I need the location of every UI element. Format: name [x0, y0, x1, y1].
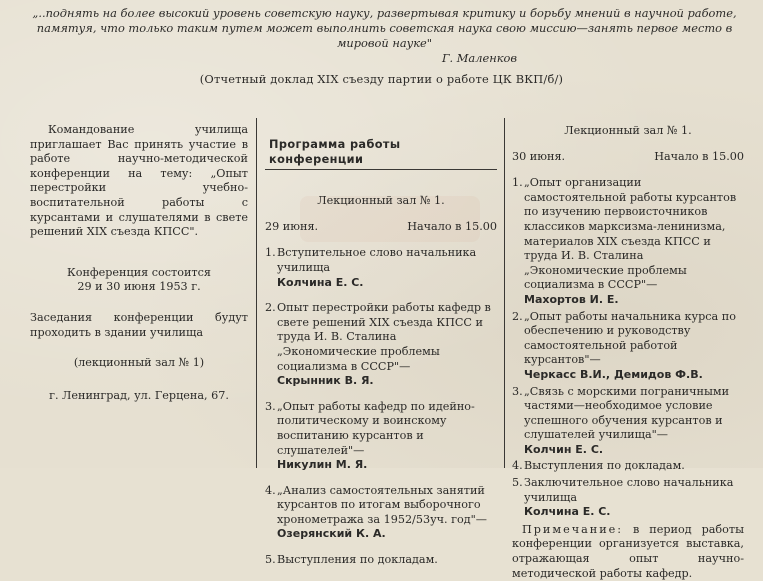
program-title: Программа работы конференции: [265, 138, 497, 170]
column-divider-right: [504, 118, 505, 468]
agenda-item: [512, 459, 744, 474]
agenda-item-text: „Опыт работы начальника курса по обеспечению и руководству самостоятельной работой курсантов"—: [524, 309, 736, 367]
exhibition-note: [512, 523, 744, 581]
program-day2-column: [512, 124, 744, 581]
agenda-item-number: 5.: [265, 553, 276, 567]
agenda-item-speaker: Колчин Е. С.: [524, 442, 604, 456]
agenda-item: [512, 385, 744, 458]
agenda-item-text: Заключительное слово начальника училища: [524, 476, 734, 504]
agenda-item: [512, 310, 744, 383]
invitation-column: [30, 123, 248, 403]
day1-date: 29 июня.: [265, 219, 319, 233]
day1-hall: Лекционный зал № 1.: [317, 194, 445, 208]
agenda-item-number: 5.: [512, 476, 523, 490]
agenda-item-number: 3.: [265, 399, 276, 413]
agenda-item-number: 4.: [265, 483, 276, 497]
agenda-item-text: „Опыт организации самостоятельной работы курсантов по изучению первоисточников классиков марксизма-ленинизма, материалов XIX съезда КПСС и труда И. В. Сталина „Экономические проблемы социализма в СССР"—: [524, 176, 737, 292]
agenda-item-number: 4.: [512, 459, 523, 473]
agenda-item-number: 2.: [512, 309, 523, 323]
agenda-item-text: „Связь с морскими пограничными частями—необходимое условие успешного обучения курсантов и слушателей училища"—: [524, 384, 730, 442]
address-text: г. Ленинград, ул. Герцена, 67.: [49, 388, 229, 402]
column-divider-left: [256, 118, 257, 468]
agenda-item: [265, 553, 497, 568]
report-reference: (Отчетный доклад XIX съезду партии о работе ЦК ВКП/б/): [199, 72, 564, 86]
day1-dateline: [265, 220, 497, 235]
agenda-item: [265, 400, 497, 473]
day1-time: Начало в 15.00: [407, 219, 497, 233]
program-day1-column: [265, 138, 497, 579]
day2-agenda: [512, 176, 744, 520]
agenda-item-number: 1.: [512, 176, 523, 190]
agenda-item-number: 1.: [265, 246, 276, 260]
agenda-item-text: Опыт перестройки работы кафедр в свете решений XIX съезда КПСС и труда И. В. Сталина „Экономические проблемы социализма в СССР"—: [277, 301, 491, 373]
note-label: Примечание:: [522, 522, 624, 536]
venue-text: Заседания конференции будут проходить в здании училища: [30, 310, 248, 339]
epigraph-author: Г. Маленков: [441, 51, 517, 65]
agenda-item-text: Выступления по докладам.: [524, 459, 685, 473]
agenda-item-text: Вступительное слово начальника училища: [277, 246, 477, 274]
agenda-item-speaker: Озерянский К. А.: [277, 527, 386, 541]
conference-dates-line2: 29 и 30 июня 1953 г.: [77, 280, 201, 294]
agenda-item: [512, 476, 744, 520]
day2-dateline: [512, 150, 744, 165]
agenda-item-speaker: Колчина Е. С.: [524, 505, 611, 519]
epigraph-quote: „..поднять на более высокий уровень советскую науку, развертывая критику и борьбу мнений в научной работе, памятуя, что только таким путем может выполнить советская наука свою миссию—занять первое место в мировой науке": [32, 6, 737, 50]
hall-text: (лекционный зал № 1): [73, 356, 205, 370]
day2-time: Начало в 15.00: [654, 149, 744, 163]
agenda-item-speaker: Никулин М. Я.: [277, 458, 368, 472]
day2-hall: Лекционный зал № 1.: [564, 124, 692, 137]
agenda-item-number: 2.: [265, 301, 276, 315]
agenda-item: [512, 176, 744, 307]
agenda-item-text: „Анализ самостоятельных занятий курсантов по итогам выборочного хронометража за 1952/53уч. год"—: [277, 483, 487, 526]
invitation-text: Командование училища приглашает Вас принять участие в работе научно-методической конференции на тему: „Опыт перестройки учебно-воспитательной работы с курсантами и слушателями в свете решений XIX съезда КПСС".: [30, 123, 248, 239]
agenda-item: [265, 246, 497, 290]
agenda-item-number: 3.: [512, 384, 523, 398]
agenda-item-speaker: Колчина Е. С.: [277, 275, 364, 289]
agenda-item-speaker: Черкасс В.И., Демидов Ф.В.: [524, 367, 703, 381]
agenda-item-speaker: Скрынник В. Я.: [277, 374, 374, 388]
conference-dates-line1: Конференция состоится: [67, 265, 211, 279]
day2-date: 30 июня.: [512, 149, 566, 163]
day1-agenda: [265, 246, 497, 567]
agenda-item-text: „Опыт работы кафедр по идейно-политическому и воинскому воспитанию курсантов и слушателей"—: [277, 399, 475, 457]
agenda-item-text: Выступления по докладам.: [277, 553, 438, 567]
epigraph: [22, 6, 747, 66]
agenda-item: [265, 484, 497, 542]
agenda-item: [265, 301, 497, 389]
agenda-item-speaker: Махортов И. Е.: [524, 292, 619, 306]
note-text: в период работы конференции организуется выставка, отражающая опыт научно-методической работы кафедр.: [512, 522, 744, 580]
